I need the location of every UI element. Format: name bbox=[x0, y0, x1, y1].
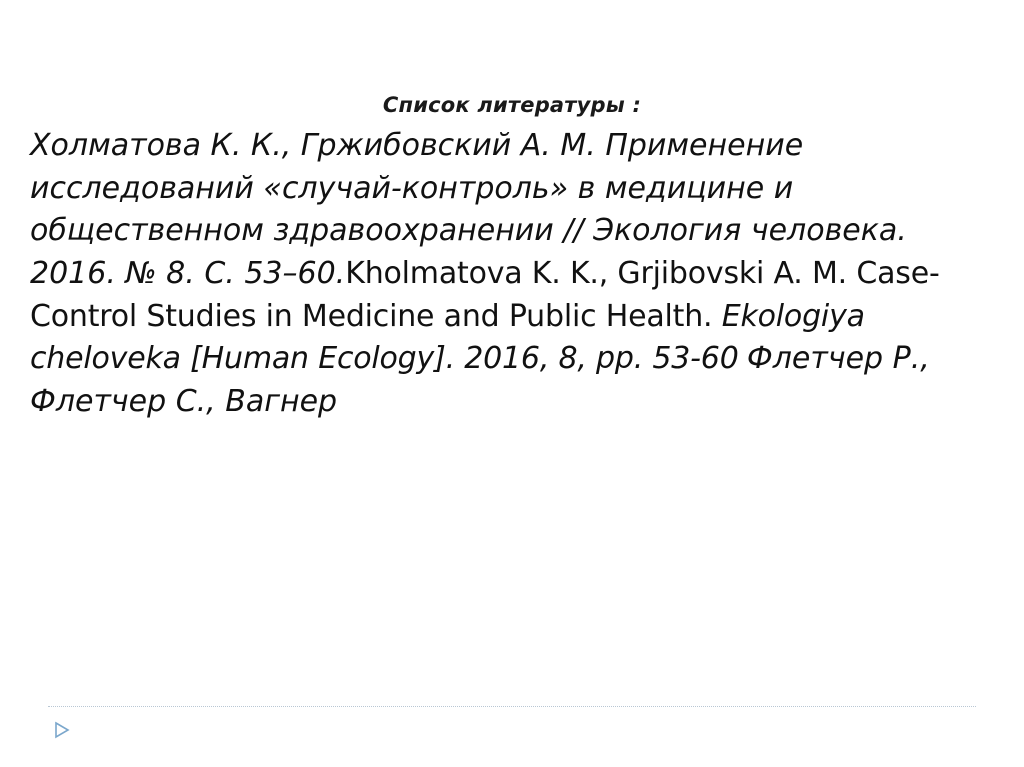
footer-divider bbox=[48, 706, 976, 707]
slide-content bbox=[24, 92, 1000, 423]
page-title: Список литературы : bbox=[382, 93, 642, 117]
play-arrow-icon bbox=[50, 719, 72, 741]
reference-list bbox=[24, 125, 1000, 423]
next-slide-button[interactable] bbox=[44, 716, 78, 744]
reference-item-en-1-roman: Kholmatova K. K., Grjibovski A. M. Case-Control Studies in Medicine and Public Health. bbox=[30, 256, 940, 334]
reference-item-ru-2: Флетчер Р., Флетчер С., Вагнер bbox=[30, 341, 940, 419]
reference-item-en-1-tail: . 2016, 8, pp. 53-60 bbox=[445, 341, 739, 377]
reference-item-ru-1: Холматова К. К., Гржибовский А. М. Применение исследований «случай-контроль» в медицине и общественном здравоохранении // Экология человека. 2016. № 8. С. 53–60. bbox=[30, 128, 917, 292]
reference-item-en-1-italic: Ekologiya cheloveka [Human Ecology] bbox=[30, 298, 875, 377]
reference-paragraph bbox=[30, 125, 994, 423]
